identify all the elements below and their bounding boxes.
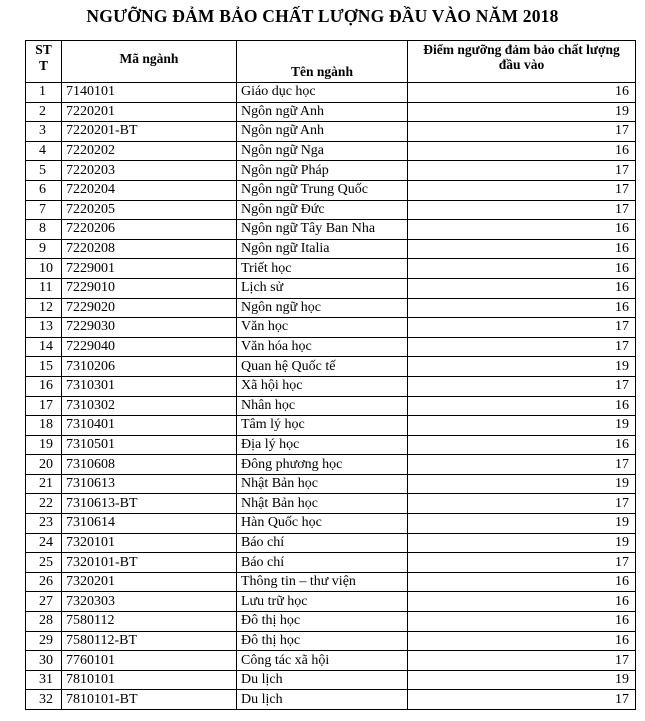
row-name: Ngôn ngữ Anh	[237, 122, 408, 142]
row-stt: 25	[26, 553, 62, 573]
row-code: 7220203	[62, 161, 237, 181]
table-row	[26, 141, 636, 161]
row-stt: 7	[26, 200, 62, 220]
row-score: 16	[408, 631, 636, 651]
row-score: 17	[408, 651, 636, 671]
row-name: Giáo dục học	[237, 83, 408, 103]
table-row	[26, 259, 636, 279]
row-stt: 1	[26, 83, 62, 103]
row-code: 7580112-BT	[62, 631, 237, 651]
row-code: 7580112	[62, 612, 237, 632]
row-stt: 9	[26, 239, 62, 259]
table-row	[26, 651, 636, 671]
row-code: 7320101	[62, 533, 237, 553]
row-code: 7140101	[62, 83, 237, 103]
row-code: 7220204	[62, 180, 237, 200]
row-stt: 13	[26, 318, 62, 338]
row-stt: 27	[26, 592, 62, 612]
row-score: 16	[408, 278, 636, 298]
row-code: 7320201	[62, 572, 237, 592]
row-code: 7220201-BT	[62, 122, 237, 142]
row-score: 16	[408, 572, 636, 592]
row-code: 7220201	[62, 102, 237, 122]
row-code: 7220206	[62, 220, 237, 240]
row-code: 7310613	[62, 474, 237, 494]
row-score: 17	[408, 200, 636, 220]
row-stt: 32	[26, 690, 62, 710]
row-score: 16	[408, 239, 636, 259]
row-stt: 29	[26, 631, 62, 651]
row-code: 7310501	[62, 435, 237, 455]
row-stt: 14	[26, 337, 62, 357]
table-row	[26, 298, 636, 318]
row-name: Quan hệ Quốc tế	[237, 357, 408, 377]
table-row	[26, 612, 636, 632]
row-name: Đông phương học	[237, 455, 408, 475]
table-row	[26, 220, 636, 240]
row-stt: 23	[26, 514, 62, 534]
row-stt: 19	[26, 435, 62, 455]
header-score	[408, 41, 636, 83]
row-score: 16	[408, 141, 636, 161]
row-stt: 11	[26, 278, 62, 298]
row-code: 7810101-BT	[62, 690, 237, 710]
row-name: Du lịch	[237, 670, 408, 690]
row-name: Báo chí	[237, 533, 408, 553]
row-name: Ngôn ngữ Trung Quốc	[237, 180, 408, 200]
row-score: 19	[408, 102, 636, 122]
row-name: Ngôn ngữ Tây Ban Nha	[237, 220, 408, 240]
row-score: 16	[408, 396, 636, 416]
threshold-table	[25, 40, 636, 710]
row-code: 7310614	[62, 514, 237, 534]
header-stt-line1: ST	[35, 42, 52, 57]
table-row	[26, 631, 636, 651]
header-score-line2: đầu vào	[498, 57, 545, 72]
row-name: Lưu trữ học	[237, 592, 408, 612]
header-name: Tên ngành	[237, 41, 408, 83]
row-name: Nhật Bản học	[237, 474, 408, 494]
row-stt: 21	[26, 474, 62, 494]
row-stt: 20	[26, 455, 62, 475]
row-stt: 30	[26, 651, 62, 671]
row-code: 7229010	[62, 278, 237, 298]
row-score: 16	[408, 435, 636, 455]
row-score: 17	[408, 180, 636, 200]
row-score: 17	[408, 318, 636, 338]
row-score: 16	[408, 220, 636, 240]
row-stt: 16	[26, 376, 62, 396]
row-stt: 24	[26, 533, 62, 553]
row-name: Ngôn ngữ Anh	[237, 102, 408, 122]
row-stt: 8	[26, 220, 62, 240]
header-code: Mã ngành	[62, 41, 237, 83]
row-score: 19	[408, 357, 636, 377]
row-name: Hàn Quốc học	[237, 514, 408, 534]
row-stt: 3	[26, 122, 62, 142]
row-name: Ngôn ngữ Pháp	[237, 161, 408, 181]
row-score: 17	[408, 494, 636, 514]
row-code: 7310401	[62, 416, 237, 436]
row-name: Xã hội học	[237, 376, 408, 396]
table-row	[26, 83, 636, 103]
row-name: Ngôn ngữ học	[237, 298, 408, 318]
table-row	[26, 474, 636, 494]
row-score: 17	[408, 553, 636, 573]
row-name: Nhật Bản học	[237, 494, 408, 514]
row-name: Báo chí	[237, 553, 408, 573]
row-name: Đô thị học	[237, 631, 408, 651]
row-code: 7229030	[62, 318, 237, 338]
row-score: 19	[408, 670, 636, 690]
row-name: Đô thị học	[237, 612, 408, 632]
row-score: 17	[408, 122, 636, 142]
table-row	[26, 161, 636, 181]
header-stt	[26, 41, 62, 83]
row-stt: 26	[26, 572, 62, 592]
row-code: 7229001	[62, 259, 237, 279]
row-score: 16	[408, 612, 636, 632]
row-stt: 5	[26, 161, 62, 181]
table-row	[26, 592, 636, 612]
table-row	[26, 670, 636, 690]
row-stt: 18	[26, 416, 62, 436]
table-row	[26, 435, 636, 455]
row-name: Văn hóa học	[237, 337, 408, 357]
row-stt: 10	[26, 259, 62, 279]
row-score: 17	[408, 337, 636, 357]
row-code: 7220208	[62, 239, 237, 259]
row-name: Địa lý học	[237, 435, 408, 455]
row-score: 19	[408, 416, 636, 436]
row-stt: 17	[26, 396, 62, 416]
table-row	[26, 239, 636, 259]
row-score: 16	[408, 298, 636, 318]
row-score: 19	[408, 474, 636, 494]
row-name: Công tác xã hội	[237, 651, 408, 671]
row-name: Ngôn ngữ Italia	[237, 239, 408, 259]
row-score: 16	[408, 259, 636, 279]
row-code: 7320101-BT	[62, 553, 237, 573]
table-row	[26, 553, 636, 573]
table-row	[26, 416, 636, 436]
row-score: 17	[408, 690, 636, 710]
table-row	[26, 376, 636, 396]
row-score: 17	[408, 455, 636, 475]
row-score: 16	[408, 83, 636, 103]
row-score: 19	[408, 514, 636, 534]
row-name: Tâm lý học	[237, 416, 408, 436]
row-code: 7310613-BT	[62, 494, 237, 514]
row-name: Du lịch	[237, 690, 408, 710]
row-stt: 28	[26, 612, 62, 632]
table-row	[26, 200, 636, 220]
row-name: Triết học	[237, 259, 408, 279]
row-code: 7310206	[62, 357, 237, 377]
row-code: 7229020	[62, 298, 237, 318]
row-name: Thông tin – thư viện	[237, 572, 408, 592]
header-score-line1: Điểm ngưỡng đảm bảo chất lượng	[423, 42, 620, 57]
row-name: Nhân học	[237, 396, 408, 416]
row-score: 19	[408, 533, 636, 553]
row-name: Ngôn ngữ Đức	[237, 200, 408, 220]
table-row	[26, 572, 636, 592]
row-stt: 22	[26, 494, 62, 514]
row-stt: 6	[26, 180, 62, 200]
page-title: NGƯỠNG ĐẢM BẢO CHẤT LƯỢNG ĐẦU VÀO NĂM 2018	[86, 6, 559, 26]
table-row	[26, 514, 636, 534]
row-name: Ngôn ngữ Nga	[237, 141, 408, 161]
row-code: 7220205	[62, 200, 237, 220]
row-stt: 2	[26, 102, 62, 122]
row-stt: 15	[26, 357, 62, 377]
table-row	[26, 318, 636, 338]
table-row	[26, 396, 636, 416]
table-row	[26, 533, 636, 553]
row-code: 7229040	[62, 337, 237, 357]
row-code: 7310302	[62, 396, 237, 416]
table-row	[26, 180, 636, 200]
row-code: 7320303	[62, 592, 237, 612]
row-code: 7220202	[62, 141, 237, 161]
row-score: 17	[408, 161, 636, 181]
row-code: 7310608	[62, 455, 237, 475]
table-row	[26, 102, 636, 122]
row-name: Lịch sử	[237, 278, 408, 298]
table-row	[26, 278, 636, 298]
table-row	[26, 337, 636, 357]
row-stt: 31	[26, 670, 62, 690]
row-stt: 12	[26, 298, 62, 318]
table-row	[26, 122, 636, 142]
table-row	[26, 455, 636, 475]
table-header-row	[26, 41, 636, 83]
row-score: 17	[408, 376, 636, 396]
table-row	[26, 690, 636, 710]
row-stt: 4	[26, 141, 62, 161]
row-code: 7760101	[62, 651, 237, 671]
table-row	[26, 357, 636, 377]
header-stt-line2: T	[38, 58, 48, 73]
table-row	[26, 494, 636, 514]
row-code: 7810101	[62, 670, 237, 690]
row-name: Văn học	[237, 318, 408, 338]
row-code: 7310301	[62, 376, 237, 396]
row-score: 16	[408, 592, 636, 612]
